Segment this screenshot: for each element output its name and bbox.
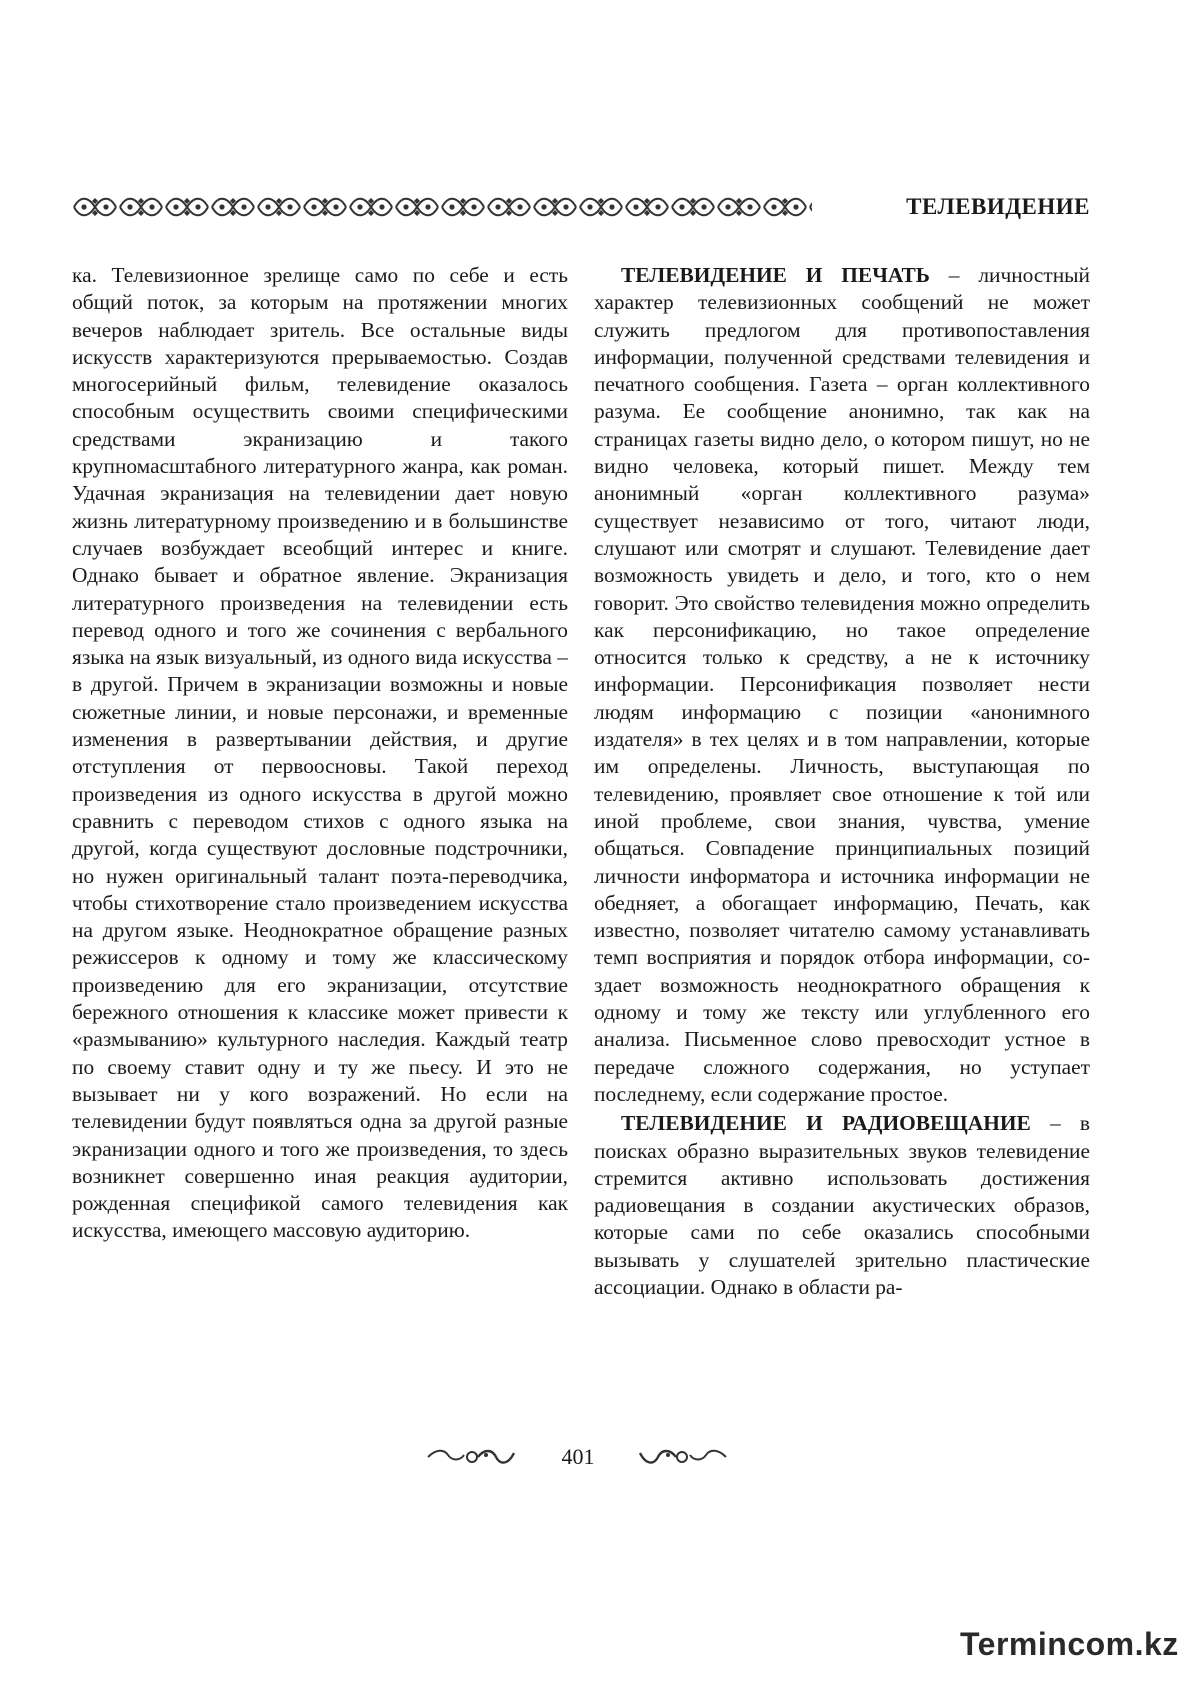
entry-term: ТЕЛЕВИДЕНИЕ И ПЕЧАТЬ — [621, 263, 930, 287]
running-title: ТЕЛЕВИДЕНИЕ — [906, 194, 1090, 219]
site-watermark-logo: Termincom.kz — [960, 1626, 1179, 1662]
entry-text: – в поисках образно выразительных звуков телевидение стремится активно использовать достижения радиовещания в создании акустических образов, которые сами по себе оказались способными вызывать у слушателей зрительно пластические ассоциации. Однако в области ра- — [594, 1111, 1090, 1299]
entry-paragraph — [594, 1110, 1090, 1301]
footer-ornament-left-icon — [426, 1445, 518, 1469]
page-footer — [0, 1442, 1191, 1472]
entry-paragraph — [594, 262, 1090, 1108]
running-header — [72, 192, 1090, 222]
page-number: 401 — [561, 1444, 595, 1469]
left-column — [72, 262, 568, 1245]
footer-ornament-right-icon — [636, 1445, 728, 1469]
entry-text: – личностный характер телевизионных сообщений не может служить предлогом для противопоставления информации, полученной средствами телевидения и печатного сообщения. Газета – орган коллективного разума. Ее сообщение анонимно, так как на страницах газеты видно дело, о котором пишут, но не видно человека, который пишет. Между тем анонимный «орган коллективного разума» существует независимо от того, читают люди, слушают или смотрят и слушают. Телевидение дает возможность увидеть и дело, и того, кто о нем говорит. Это свойство телевидения можно определить как персонификацию, но такое определение относится только к средству, а не к источнику информации. Персонификация позволяет нести людям информацию с позиции «анонимного издателя» в тех целях и в том направлении, которые им определены. Личность, выступающая по телевидению, проявляет свое отношение к той или иной проблеме, свои знания, чувства, умение общаться. Совпадение принципиальных позиций личности информатора и источника информации не обедняет, а обогащает информацию, Печать, как известно, позволяет читателю самому устанавливать темп восприятия и порядок отбора информации, создает возможность неоднократного обращения к одному и тому же тексту или углубленного его анализа. Письменное слово превосходит устное в передаче сложного содержания, но уступает последнему, если содержание простое. — [594, 263, 1090, 1106]
body-paragraph: ка. Телевизионное зрелище само по себе и есть общий поток, за которым на протяжении многих вечеров наблюдает зритель. Все остальные виды искусств характеризуются прерываемостью. Создав многосерийный фильм, телевидение оказалось способным осуществить своими специфическими средствами экранизацию и такого крупномасштабного литературного жанра, как роман. Удачная экранизация на телевидении дает новую жизнь литературному произведению и в большинстве случаев возбуждает всеобщий интерес и книге. Однако бывает и обратное явление. Экранизация литературного произведения на телевидении есть перевод одного и того же сочинения с вербального языка на язык визуальный, из одного вида искусства – в другой. Причем в экранизации возможны и новые сюжетные линии, и новые персонажи, и временные изменения в развертывании действия, и другие отступления от первоосновы. Такой переход произведения из одного искусства в другой можно сравнить с переводом стихов с одного языка на другой, когда существуют дословные подстрочники, но нужен оригинальный талант поэта-переводчика, чтобы стихотворение стало произведением искусства на другом языке. Неоднократное обращение разных режиссеров к одному и тому же классическому произведению для его экранизации, отсутствие бережного отношения к классике может привести к «размыванию» культурного наследия. Каждый театр по своему ставит одну и ту же пьесу. И это не вызывает ни у кого возражений. Но если на телевидении будут появляться одна за другой разные экранизации одного и того же произведения, то здесь возникнет совершенно иная реакция аудитории, рожденная спецификой самого телевидения как искусства, имеющего массовую аудиторию. — [72, 263, 568, 1243]
right-column — [594, 262, 1090, 1301]
entry-term: ТЕЛЕВИДЕНИЕ И РАДИОВЕЩАНИЕ — [621, 1111, 1031, 1136]
ornament-band-icon — [72, 194, 812, 220]
